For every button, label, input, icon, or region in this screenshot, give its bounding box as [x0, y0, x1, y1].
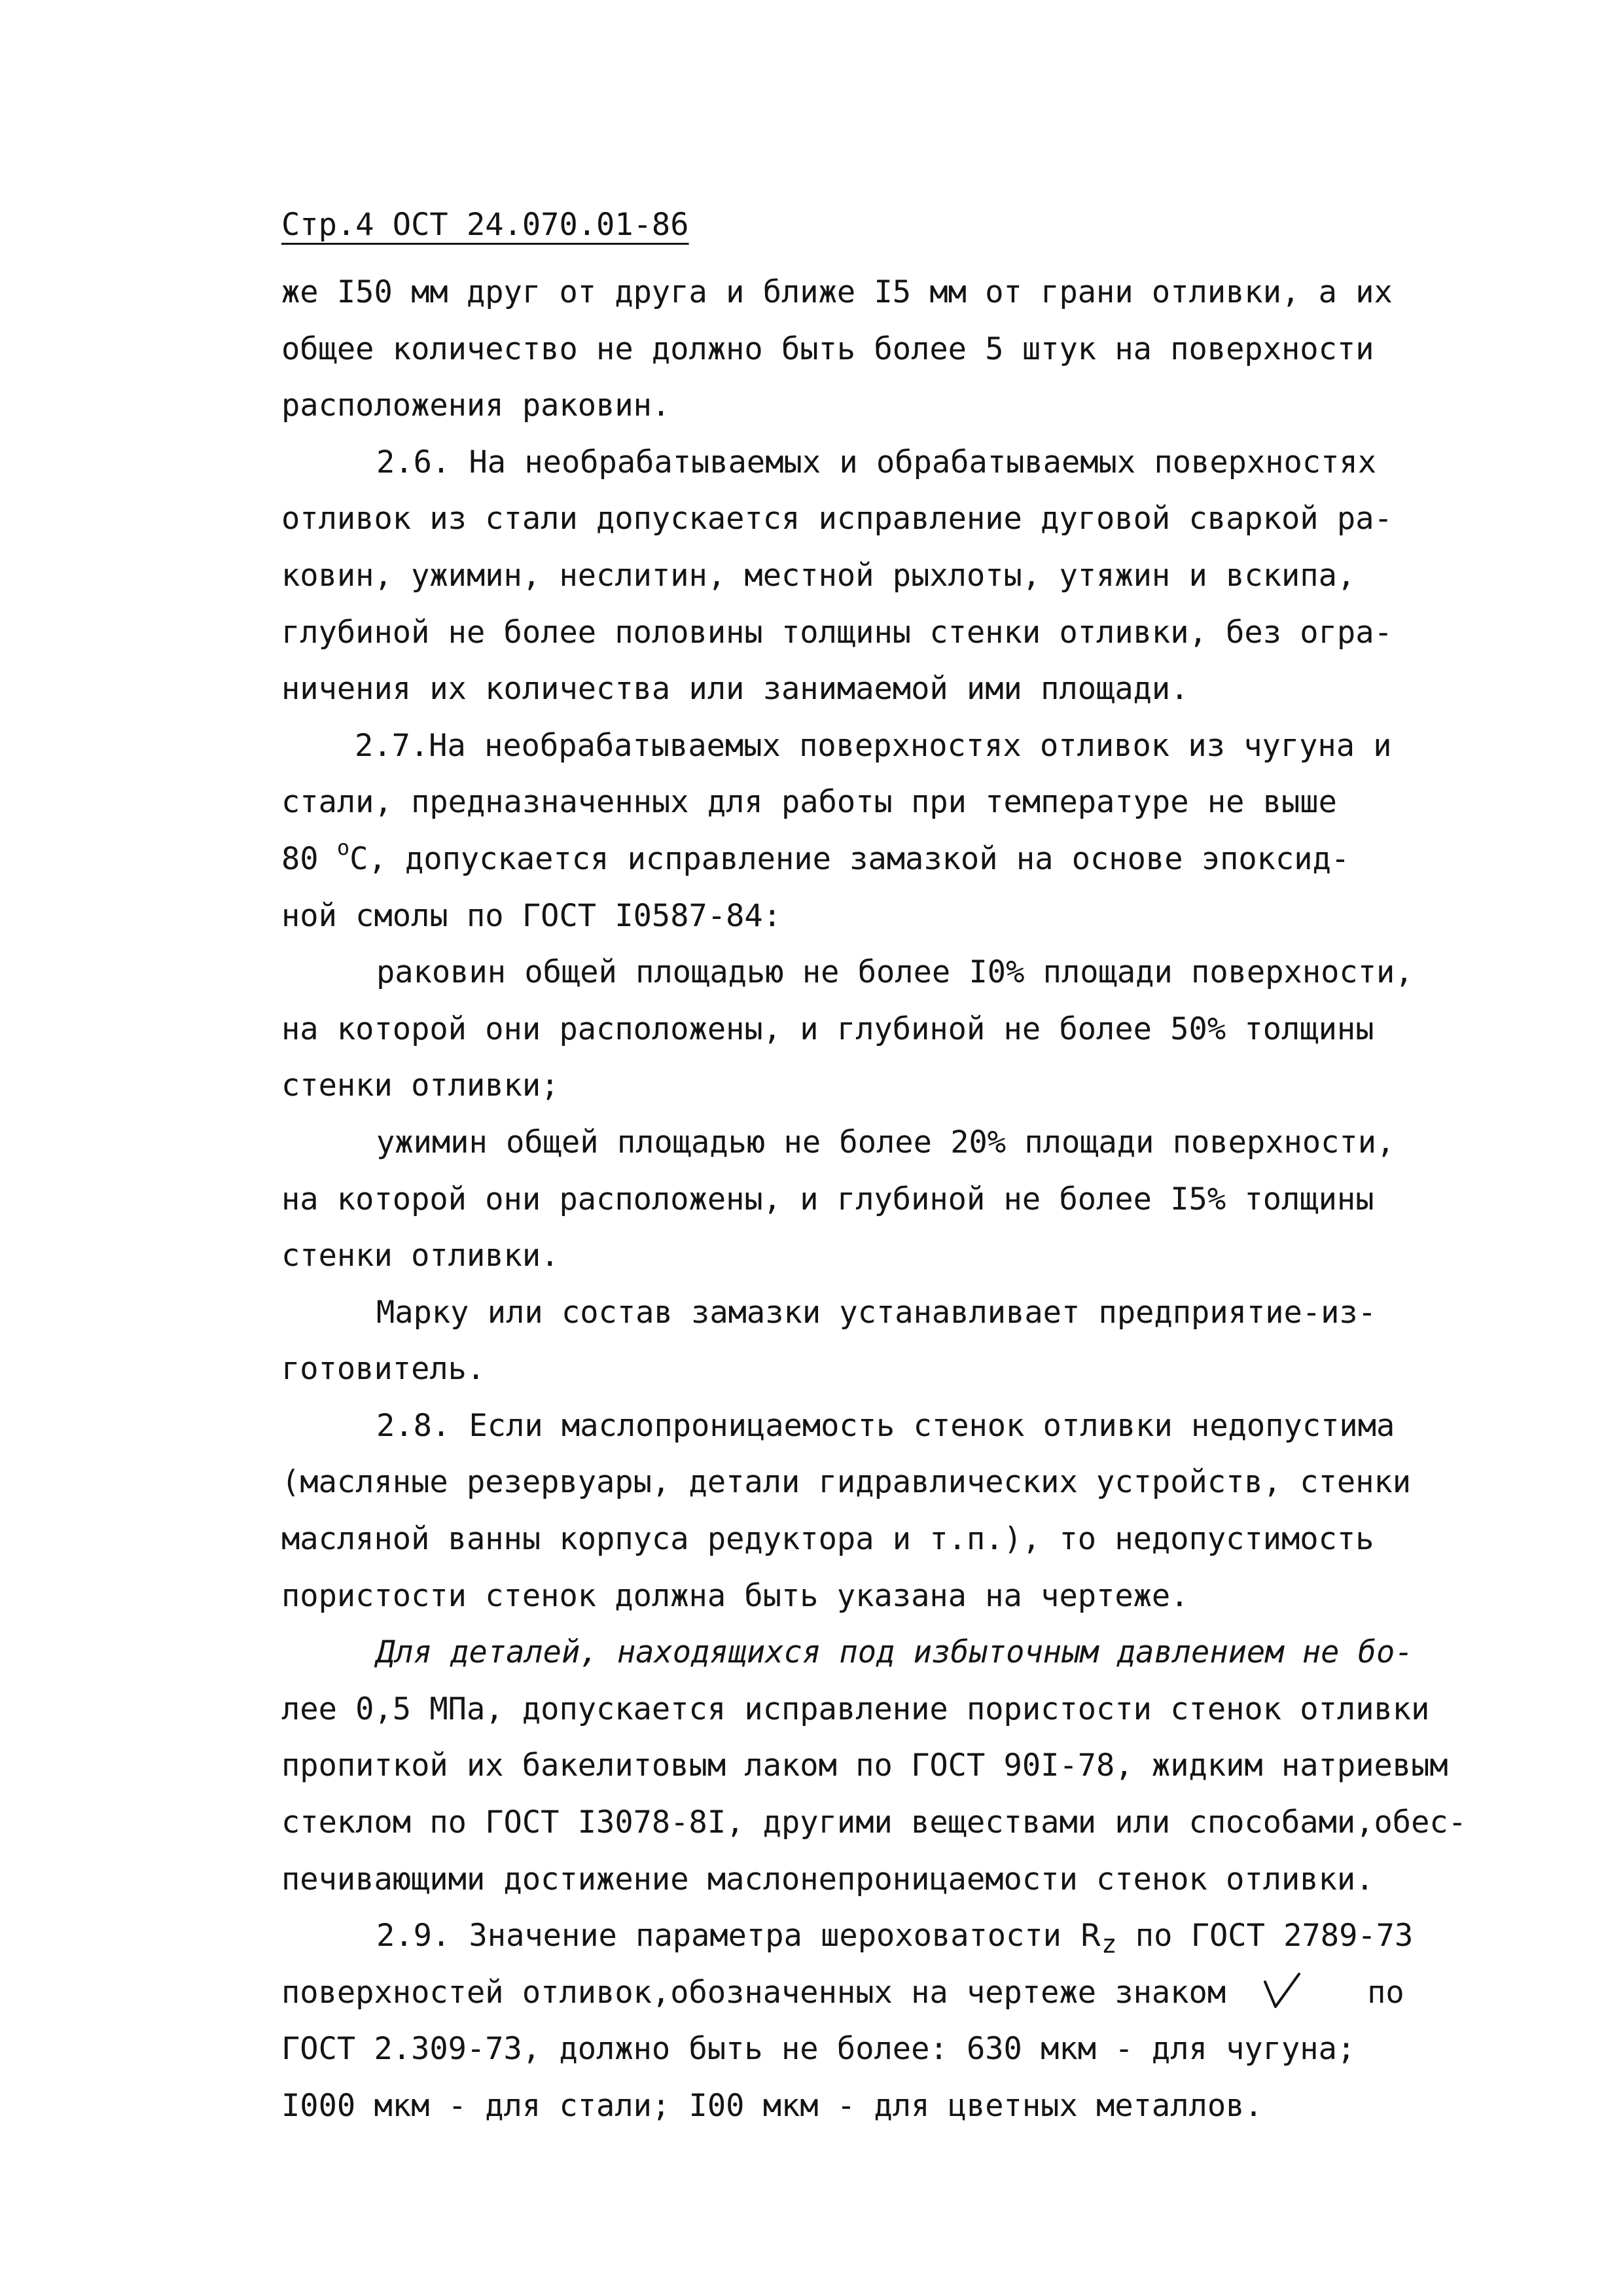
degree-superscript: о [336, 834, 350, 860]
text-line: ковин, ужимин, неслитин, местной рыхлоты, утяжин и вскипа, [281, 557, 1356, 594]
text-line: глубиной не более половины толщины стенки отливки, без огра- [281, 614, 1393, 651]
temperature-line [281, 831, 1499, 888]
text-line: же I50 мм друг от друга и ближе I5 мм от грани отливки, а их [281, 274, 1393, 310]
temperature-line-rest: С, допускается исправление замазкой на основе эпоксид- [349, 840, 1350, 877]
text-line: общее количество не должно быть более 5 штук на поверхности [281, 331, 1374, 367]
roughness-sign-after: по [1367, 1974, 1404, 2011]
roughness-symbol: R [1080, 1918, 1101, 1954]
paragraph-2-9-start [281, 1908, 1499, 1965]
document-body [281, 264, 1499, 2135]
roughness-check-icon [1262, 1973, 1302, 2009]
list-item-shrinks: ужимин общей площадью не более 20% площади поверхности, [376, 1124, 1395, 1160]
roughness-sign-line [281, 1965, 1499, 2022]
roughness-standard: по ГОСТ 2789-73 [1116, 1918, 1414, 1954]
text-line: стеклом по ГОСТ I3078-8I, другими веществами или способами,обес- [281, 1804, 1467, 1841]
text-line: ГОСТ 2.309-73, должно быть не более: 630 мкм - для чугуна; [281, 2031, 1356, 2068]
text-line: на которой они расположены, и глубиной не более 50% толщины [281, 1011, 1374, 1047]
text-line: (масляные резервуары, детали гидравлических устройств, стенки [281, 1464, 1412, 1501]
roughness-subscript: z [1101, 1929, 1117, 1960]
text-line: отливок из стали допускается исправление дуговой сваркой ра- [281, 501, 1393, 537]
text-line: ничения их количества или занимаемой ими площади. [281, 671, 1189, 708]
roughness-sign-text: поверхностей отливок,обозначенных на чертеже знаком [281, 1974, 1226, 2011]
text-line: лее 0,5 МПа, допускается исправление пористости стенок отливки [281, 1691, 1430, 1727]
text-line: печивающими достижение маслонепроницаемости стенок отливки. [281, 1861, 1374, 1897]
list-item-cavities: раковин общей площадью не более I0% площади поверхности, [376, 954, 1414, 991]
paragraph-pressure-start: Для деталей, находящихся под избыточным давлением не бо- [376, 1634, 1414, 1671]
text-line: пропиткой их бакелитовым лаком по ГОСТ 90I-78, жидким натриевым [281, 1748, 1448, 1784]
text-line: стенки отливки. [281, 1238, 560, 1274]
paragraph-putty-grade: Марку или состав замазки устанавливает предприятие-из- [376, 1294, 1377, 1331]
text-line: масляной ванны корпуса редуктора и т.п.), то недопустимость [281, 1521, 1374, 1558]
roughness-intro: 2.9. Значение параметра шероховатости [376, 1918, 1080, 1954]
text-line: I000 мкм - для стали; I00 мкм - для цветных металлов. [281, 2088, 1263, 2124]
page-header: Стр.4 ОСТ 24.070.01-86 [281, 207, 689, 243]
paragraph-2-7-start: 2.7.На необрабатываемых поверхностях отливок из чугуна и [355, 727, 1392, 764]
temperature-value: 80 [281, 840, 337, 877]
paragraph-2-6-start: 2.6. На необрабатываемых и обрабатываемых поверхностях [376, 444, 1377, 480]
text-line: стали, предназначенных для работы при температуре не выше [281, 784, 1337, 821]
text-line: готовитель. [281, 1351, 486, 1388]
text-line: расположения раковин. [281, 387, 671, 424]
text-line: пористости стенок должна быть указана на чертеже. [281, 1577, 1189, 1614]
text-line: стенки отливки; [281, 1067, 560, 1104]
paragraph-2-8-start: 2.8. Если маслопроницаемость стенок отливки недопустима [376, 1407, 1395, 1444]
text-line: ной смолы по ГОСТ I0587-84: [281, 897, 782, 934]
text-line: на которой они расположены, и глубиной не более I5% толщины [281, 1181, 1374, 1217]
